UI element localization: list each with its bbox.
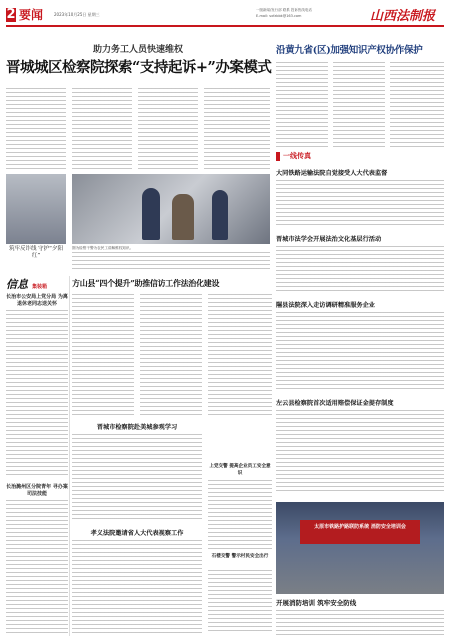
header-rule bbox=[6, 25, 444, 27]
lead-caption-lines bbox=[72, 252, 270, 270]
item-b-body bbox=[208, 570, 272, 634]
lead-body-col1 bbox=[6, 88, 66, 170]
banner-text: 太原市铁路护路联防系统 消防安全培训会 bbox=[314, 524, 406, 530]
fire-training-photo bbox=[276, 502, 444, 594]
frontline-title-4: 左云县检察院首次适用赔偿保证金提存制度 bbox=[276, 400, 394, 407]
info-column bbox=[6, 276, 68, 636]
frontline-body-1 bbox=[276, 180, 444, 228]
frontline-title-2: 晋城市法学会开展法治文化基层行活动 bbox=[276, 236, 382, 243]
sub-body-2 bbox=[72, 540, 202, 634]
photo-caption: 图为检察干警为农民工讲解维权知识。 bbox=[72, 246, 134, 250]
info-tag: 信息 bbox=[6, 278, 28, 291]
bottom-right-body bbox=[276, 610, 444, 636]
right-top-story bbox=[276, 42, 444, 150]
figure-officer bbox=[142, 188, 160, 240]
middle-body-col3 bbox=[208, 294, 272, 416]
frontline-section bbox=[276, 152, 444, 498]
lead-photo bbox=[72, 174, 270, 244]
frontline-body-2 bbox=[276, 246, 444, 294]
info-item-2-title: 长治潞州区分院青年 寻办案司法技能 bbox=[6, 484, 68, 497]
page-number: 2 bbox=[6, 7, 16, 22]
bottom-right-story bbox=[276, 502, 444, 636]
lead-body-col2 bbox=[72, 88, 132, 170]
info-item-1-title: 长治市公安局上党分局 为离退休老同志送关怀 bbox=[6, 294, 68, 307]
info-item-1-body bbox=[6, 310, 68, 478]
bottom-right-caption: 开展消防培训 筑牢安全防线 bbox=[276, 599, 357, 607]
item-a-title: 上党交警 提高企业员工安全意识 bbox=[209, 464, 271, 476]
middle-section bbox=[72, 276, 272, 636]
figure-officer-2 bbox=[212, 190, 228, 240]
lead-story bbox=[6, 42, 270, 272]
frontline-title-1: 大同铁路运输法院自觉接受人大代表监督 bbox=[276, 170, 388, 177]
right-top-col2 bbox=[333, 62, 385, 148]
right-top-col1 bbox=[276, 62, 328, 148]
lead-body-col4 bbox=[204, 88, 270, 170]
frontline-body-4 bbox=[276, 410, 444, 494]
page-header bbox=[0, 0, 450, 40]
item-b-title: 石楼交警 警示村民安全出行 bbox=[211, 554, 269, 559]
side-photo bbox=[6, 174, 66, 244]
page-label: 要闻 bbox=[19, 8, 44, 22]
issue-date: 2023年10月25日 星期三 bbox=[54, 12, 100, 17]
lead-kicker: 助力务工人员快速维权 bbox=[92, 45, 183, 55]
middle-headline: 方山县“四个提升”助推信访工作法治化建设 bbox=[72, 278, 220, 288]
sub-body-1 bbox=[72, 434, 202, 522]
right-top-col3 bbox=[390, 62, 444, 148]
section-label: 一线传真 bbox=[283, 152, 311, 160]
sub-headline-1: 晋城市检察院赴美城参观学习 bbox=[96, 424, 178, 431]
contact-line-1: 一版新闻/发行部 联系 投诉热线电话 bbox=[256, 8, 312, 12]
middle-divider bbox=[69, 276, 70, 636]
middle-body-col2 bbox=[140, 294, 202, 416]
sub-headline-2: 孝义法院邀请省人大代表视察工作 bbox=[90, 530, 184, 537]
info-item-2-body bbox=[6, 500, 68, 634]
figure-worker bbox=[172, 194, 194, 240]
side-title: 筑牢反诈线 守护“夕阳红” bbox=[8, 246, 64, 259]
masthead: 山西法制报 bbox=[370, 9, 436, 24]
item-a-body bbox=[208, 480, 272, 550]
middle-body-col1 bbox=[72, 294, 134, 416]
frontline-body-3 bbox=[276, 312, 444, 390]
right-top-headline: 沿黄九省(区)加强知识产权协作保护 bbox=[276, 45, 423, 56]
info-tag-2: 集装箱 bbox=[32, 284, 48, 290]
contact-line-2: E-mail: sxfzbbk@163.com bbox=[256, 14, 302, 18]
frontline-title-3: 隰县法院深入走访调研精准服务企业 bbox=[276, 302, 375, 309]
lead-body-col3 bbox=[138, 88, 198, 170]
lead-headline: 晋城城区检察院探索“支持起诉+”办案模式 bbox=[6, 59, 272, 76]
section-label-box bbox=[276, 152, 280, 161]
